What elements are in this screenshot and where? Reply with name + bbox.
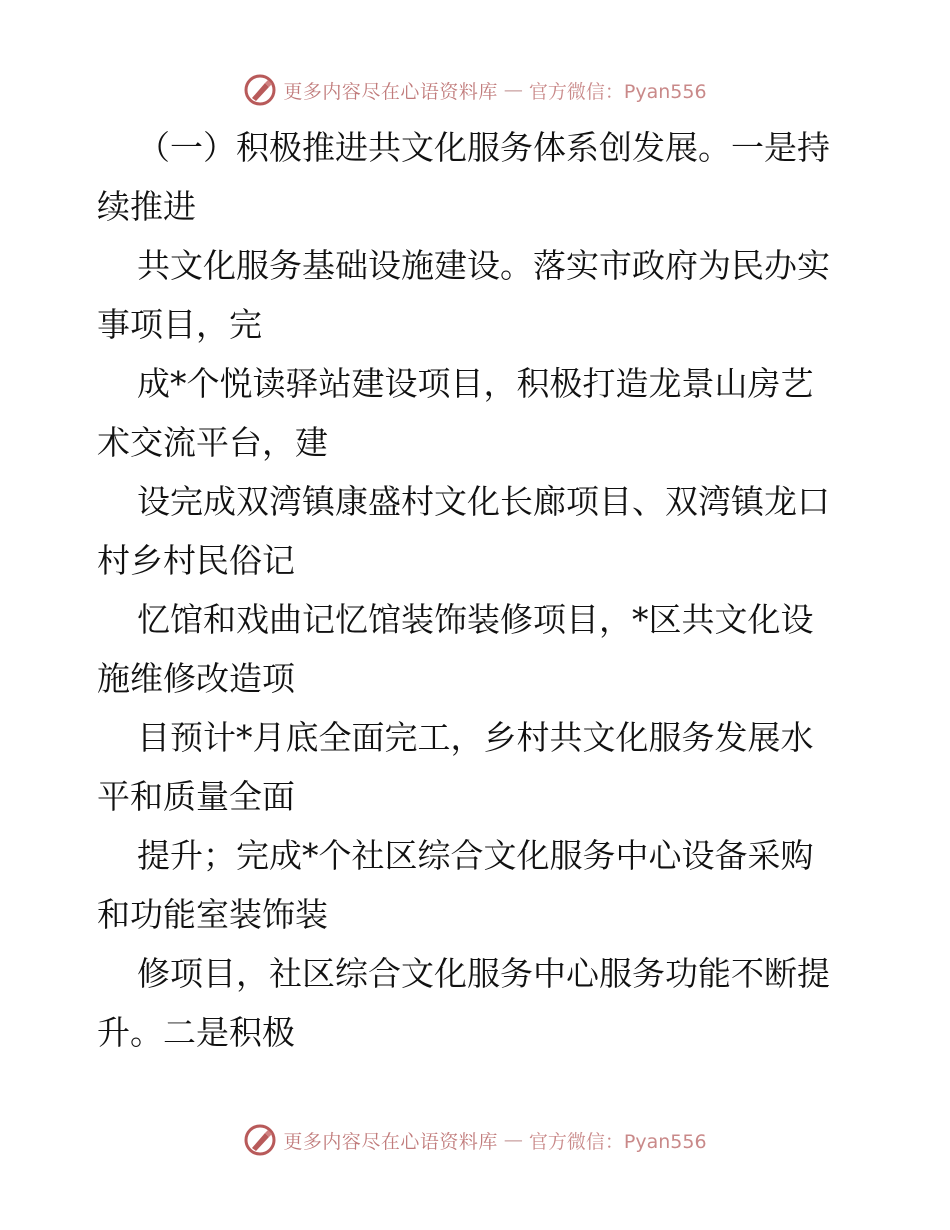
paragraph-line-2: 施维修改造项 bbox=[97, 659, 295, 698]
watermark-main-text: 更多内容尽在心语资料库 bbox=[283, 80, 498, 103]
paragraph-line-1: 共文化服务基础设施建设。落实市政府为民办实 bbox=[137, 246, 830, 285]
watermark-sub-text: 官方微信：Pyan556 bbox=[528, 1130, 707, 1153]
paragraph-line-2: 术交流平台，建 bbox=[97, 423, 328, 462]
watermark-main-text: 更多内容尽在心语资料库 bbox=[283, 1130, 498, 1153]
paragraph bbox=[97, 944, 857, 1062]
paragraph-line-2: 升。二是积极 bbox=[97, 1013, 295, 1052]
paragraph bbox=[97, 472, 857, 590]
paragraph bbox=[97, 354, 857, 472]
paragraph-line-1: （一）积极推进共文化服务体系创发展。一是持 bbox=[137, 128, 830, 167]
paragraph bbox=[97, 708, 857, 826]
paragraph bbox=[97, 826, 857, 944]
paragraph bbox=[97, 118, 857, 236]
paragraph bbox=[97, 236, 857, 354]
paragraph-line-2: 村乡村民俗记 bbox=[97, 541, 295, 580]
paragraph-line-1: 目预计*月底全面完工，乡村共文化服务发展水 bbox=[137, 718, 814, 757]
paragraph bbox=[97, 590, 857, 708]
paragraph-line-1: 提升；完成*个社区综合文化服务中心设备采购 bbox=[137, 836, 814, 875]
watermark-dash: — bbox=[503, 1129, 523, 1151]
paragraph-line-2: 续推进 bbox=[97, 187, 196, 226]
pen-logo-icon bbox=[243, 73, 277, 107]
paragraph-line-1: 设完成双湾镇康盛村文化长廊项目、双湾镇龙口 bbox=[137, 482, 830, 521]
paragraph-line-2: 和功能室装饰装 bbox=[97, 895, 328, 934]
paragraph-line-2: 平和质量全面 bbox=[97, 777, 295, 816]
watermark-header bbox=[0, 70, 950, 110]
watermark-dash: — bbox=[503, 79, 523, 101]
paragraph-line-2: 事项目，完 bbox=[97, 305, 262, 344]
document-body bbox=[97, 118, 857, 1062]
paragraph-line-1: 成*个悦读驿站建设项目，积极打造龙景山房艺 bbox=[137, 364, 814, 403]
paragraph-line-1: 修项目，社区综合文化服务中心服务功能不断提 bbox=[137, 954, 830, 993]
pen-logo-icon bbox=[243, 1123, 277, 1157]
watermark-sub-text: 官方微信：Pyan556 bbox=[528, 80, 707, 103]
watermark-footer bbox=[0, 1120, 950, 1160]
paragraph-line-1: 忆馆和戏曲记忆馆装饰装修项目，*区共文化设 bbox=[137, 600, 814, 639]
